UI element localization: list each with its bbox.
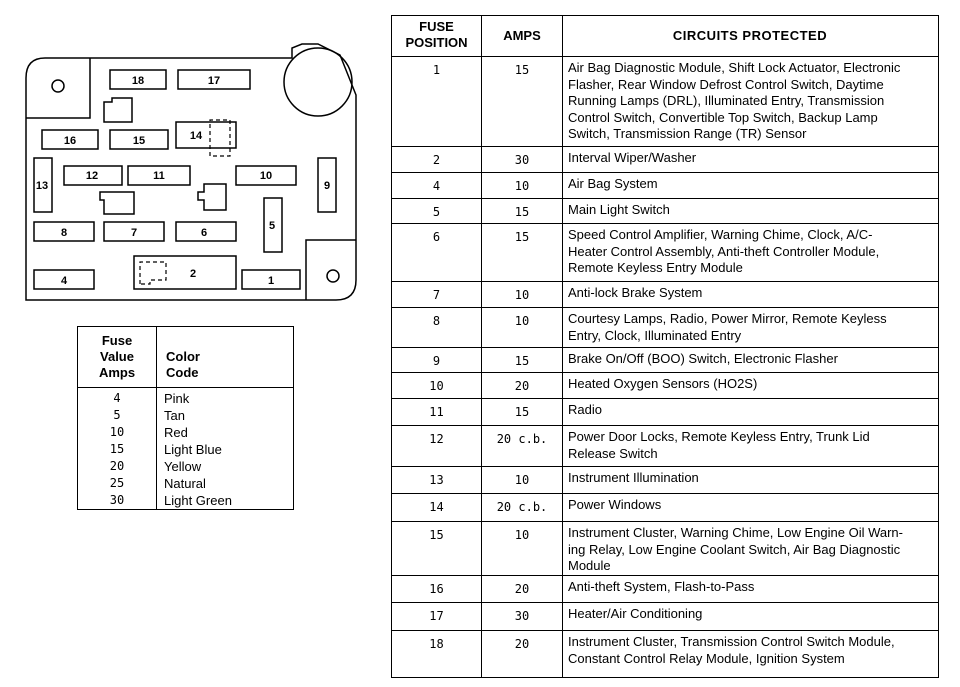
fuse-label-13: 13 — [35, 180, 49, 192]
fuse-position-cell: 12 — [429, 432, 444, 446]
circuit-text-line: Constant Control Relay Module, Ignition System — [568, 650, 845, 666]
table-row — [392, 602, 938, 631]
table-row — [392, 281, 938, 308]
circuit-text-line: Brake On/Off (BOO) Switch, Electronic Flasher — [568, 351, 838, 366]
fuse-amps-cell: 15 — [514, 354, 530, 368]
table-row — [392, 172, 938, 199]
fuse-amps-cell: 30 — [514, 153, 530, 167]
circuits-protected-cell — [568, 402, 934, 419]
circuit-text-line: Flasher, Rear Window Defrost Control Switch, Daytime — [568, 76, 884, 92]
circuit-text-line: Anti-lock Brake System — [568, 285, 703, 300]
fuse-position-cell: 9 — [432, 354, 441, 368]
circuit-text-line: Running Lamps (DRL), Illuminated Entry, Transmission — [568, 93, 885, 108]
color-code-row — [78, 390, 293, 407]
fuse-amps-cell: 10 — [514, 314, 530, 328]
circuits-protected-cell — [568, 176, 934, 193]
circuits-protected-cell — [568, 376, 934, 393]
circuit-text-line: Heater Control Assembly, Anti-theft Controller Module, — [568, 243, 880, 259]
color-code-row — [78, 424, 293, 441]
table-row — [392, 56, 938, 147]
table-row — [392, 398, 938, 426]
connector-outline-1 — [104, 98, 132, 122]
table-row — [392, 307, 938, 348]
fuse-position-cell: 2 — [432, 153, 441, 167]
circuits-protected-cell — [568, 634, 934, 667]
circuit-text-line: Air Bag Diagnostic Module, Shift Lock Actuator, Electronic — [568, 60, 901, 75]
circuit-text-line: Switch, Transmission Range (TR) Sensor — [568, 126, 807, 141]
fuse-label-8: 8 — [60, 227, 68, 239]
color-code-header: Color Code — [166, 349, 200, 380]
fuse-color-name: Pink — [164, 391, 190, 406]
fuse-position-cell: 4 — [432, 179, 441, 193]
circuit-text-line: Air Bag System — [568, 176, 658, 191]
fuse-label-7: 7 — [130, 227, 138, 239]
fuse-position-header: FUSE POSITION — [405, 19, 468, 50]
circuit-text-line: Courtesy Lamps, Radio, Power Mirror, Remote Keyless — [568, 311, 887, 326]
fuse-color-name: Natural — [164, 476, 206, 491]
circuit-text-line: Instrument Cluster, Warning Chime, Low Engine Oil Warn- — [568, 525, 903, 540]
table-row — [392, 223, 938, 282]
fuse-amps-cell: 20 — [514, 637, 530, 651]
mounting-hole-right — [327, 270, 339, 282]
fuse-color-name: Tan — [164, 408, 185, 423]
table-row — [392, 347, 938, 373]
fuse-amps-cell: 10 — [514, 473, 530, 487]
fuse-amps-value: 20 — [109, 459, 125, 473]
fuse-position-cell: 18 — [429, 637, 444, 651]
color-code-row — [78, 492, 293, 509]
table-row — [392, 521, 938, 576]
fuse-position-cell: 5 — [432, 205, 441, 219]
circuit-text-line: Interval Wiper/Washer — [568, 150, 697, 165]
table-row — [392, 198, 938, 224]
circuit-text-line: Instrument Illumination — [568, 470, 699, 485]
circuit-text-line: Speed Control Amplifier, Warning Chime, Clock, A/C- — [568, 227, 873, 242]
fuse-label-15: 15 — [132, 135, 146, 147]
table-row — [392, 493, 938, 522]
fuse-amps-cell: 20 — [514, 379, 530, 393]
dashed-outline-2 — [140, 262, 166, 284]
fuse-position-cell: 14 — [429, 500, 444, 514]
color-code-row — [78, 407, 293, 424]
fuse-position-cell: 6 — [432, 230, 441, 244]
circuit-text-line: Release Switch — [568, 445, 658, 461]
circuit-text-line: Instrument Cluster, Transmission Control Switch Module, — [568, 634, 895, 649]
fuse-position-cell: 1 — [432, 63, 441, 77]
fuse-label-14: 14 — [189, 130, 203, 142]
fuse-label-16: 16 — [63, 135, 77, 147]
fuse-value-amps-header: Fuse Value Amps — [98, 333, 136, 380]
fuse-label-5: 5 — [268, 220, 276, 232]
table-row — [392, 425, 938, 467]
fuse-amps-cell: 10 — [514, 179, 530, 193]
circuits-protected-cell — [568, 470, 934, 487]
fuse-amps-value: 30 — [109, 493, 125, 507]
circuit-text-line: Main Light Switch — [568, 202, 670, 217]
fuse-amps-cell: 20 c.b. — [496, 500, 548, 514]
connector-outline-3 — [198, 184, 226, 210]
fuse-position-cell: 16 — [429, 582, 444, 596]
fuse-label-6: 6 — [200, 227, 208, 239]
fuse-box-diagram — [0, 0, 380, 320]
table-row — [392, 575, 938, 603]
relay-circle — [284, 48, 352, 116]
fuse-label-9: 9 — [323, 180, 331, 192]
fuse-position-cell: 10 — [429, 379, 444, 393]
fuse-color-name: Light Blue — [164, 442, 222, 457]
fuse-label-1: 1 — [267, 275, 275, 287]
circuits-protected-cell — [568, 60, 934, 143]
fuse-amps-cell: 30 — [514, 609, 530, 623]
fuse-color-name: Red — [164, 425, 188, 440]
fuse-label-18: 18 — [131, 75, 145, 87]
fuse-amps-value: 4 — [113, 391, 121, 405]
amps-header: AMPS — [503, 28, 541, 43]
fuse-label-4: 4 — [60, 275, 68, 287]
circuits-protected-cell — [568, 285, 934, 302]
circuit-text-line: Entry, Clock, Illuminated Entry — [568, 327, 742, 343]
mounting-panel-left — [26, 58, 90, 118]
circuits-protected-cell — [568, 429, 934, 462]
table-row — [392, 630, 938, 680]
table-row — [392, 466, 938, 494]
fuse-amps-cell: 15 — [514, 63, 530, 77]
circuits-protected-cell — [568, 202, 934, 219]
circuits-protected-cell — [568, 497, 934, 514]
fuse-label-10: 10 — [259, 170, 273, 182]
fuse-amps-value: 15 — [109, 442, 125, 456]
circuits-protected-cell — [568, 150, 934, 167]
circuit-text-line: Anti-theft System, Flash-to-Pass — [568, 579, 755, 594]
connector-outline-2 — [100, 192, 134, 214]
circuit-text-line: Control Switch, Convertible Top Switch, Backup Lamp — [568, 109, 878, 125]
circuit-text-line: ing Relay, Low Engine Coolant Switch, Air Bag Diagnostic — [568, 541, 901, 557]
color-code-table — [77, 326, 294, 510]
fuse-position-cell: 15 — [429, 528, 444, 542]
color-code-row — [78, 475, 293, 492]
fuse-label-12: 12 — [85, 170, 99, 182]
fuse-color-name: Light Green — [164, 493, 232, 508]
fuse-amps-cell: 20 — [514, 582, 530, 596]
circuit-text-line: Module — [568, 558, 611, 573]
circuit-text-line: Heated Oxygen Sensors (HO2S) — [568, 376, 758, 391]
fuse-amps-value: 10 — [109, 425, 125, 439]
circuits-protected-header: CIRCUITS PROTECTED — [672, 28, 828, 43]
fuse-position-cell: 7 — [432, 288, 441, 302]
fuse-position-cell: 11 — [429, 405, 444, 419]
circuits-protected-cell — [568, 351, 934, 368]
fuse-label-11: 11 — [153, 170, 165, 182]
fuse-amps-value: 5 — [113, 408, 121, 422]
color-code-row — [78, 441, 293, 458]
fuse-amps-cell: 20 c.b. — [496, 432, 548, 446]
dashed-outline-14 — [210, 120, 230, 156]
fuse-position-cell: 13 — [429, 473, 444, 487]
circuits-protected-cell — [568, 311, 934, 344]
circuits-protected-cell — [568, 227, 934, 277]
fuse-amps-value: 25 — [109, 476, 125, 490]
circuit-text-line: Heater/Air Conditioning — [568, 606, 703, 621]
circuits-protected-cell — [568, 525, 934, 575]
table-row — [392, 146, 938, 173]
fuse-amps-cell: 15 — [514, 230, 530, 244]
fuse-amps-cell: 15 — [514, 205, 530, 219]
fuse-label-17: 17 — [207, 75, 221, 87]
fuse-label-2: 2 — [189, 268, 197, 280]
fuse-color-name: Yellow — [164, 459, 202, 474]
fuse-amps-cell: 15 — [514, 405, 530, 419]
circuit-text-line: Remote Keyless Entry Module — [568, 260, 743, 275]
color-code-row — [78, 458, 293, 475]
circuit-text-line: Power Windows — [568, 497, 662, 512]
fuse-amps-cell: 10 — [514, 528, 530, 542]
fuse-position-table — [391, 15, 939, 678]
circuits-protected-cell — [568, 579, 934, 596]
color-code-rows — [78, 390, 293, 509]
circuits-protected-cell — [568, 606, 934, 623]
fuse-position-cell: 17 — [429, 609, 444, 623]
table-row — [392, 372, 938, 399]
fuse-position-cell: 8 — [432, 314, 441, 328]
circuit-text-line: Power Door Locks, Remote Keyless Entry, Trunk Lid — [568, 429, 870, 444]
table-header-row — [392, 16, 938, 56]
mounting-hole-left — [52, 80, 64, 92]
fuse-14 — [176, 122, 236, 148]
fuse-amps-cell: 10 — [514, 288, 530, 302]
circuit-text-line: Radio — [568, 402, 602, 417]
